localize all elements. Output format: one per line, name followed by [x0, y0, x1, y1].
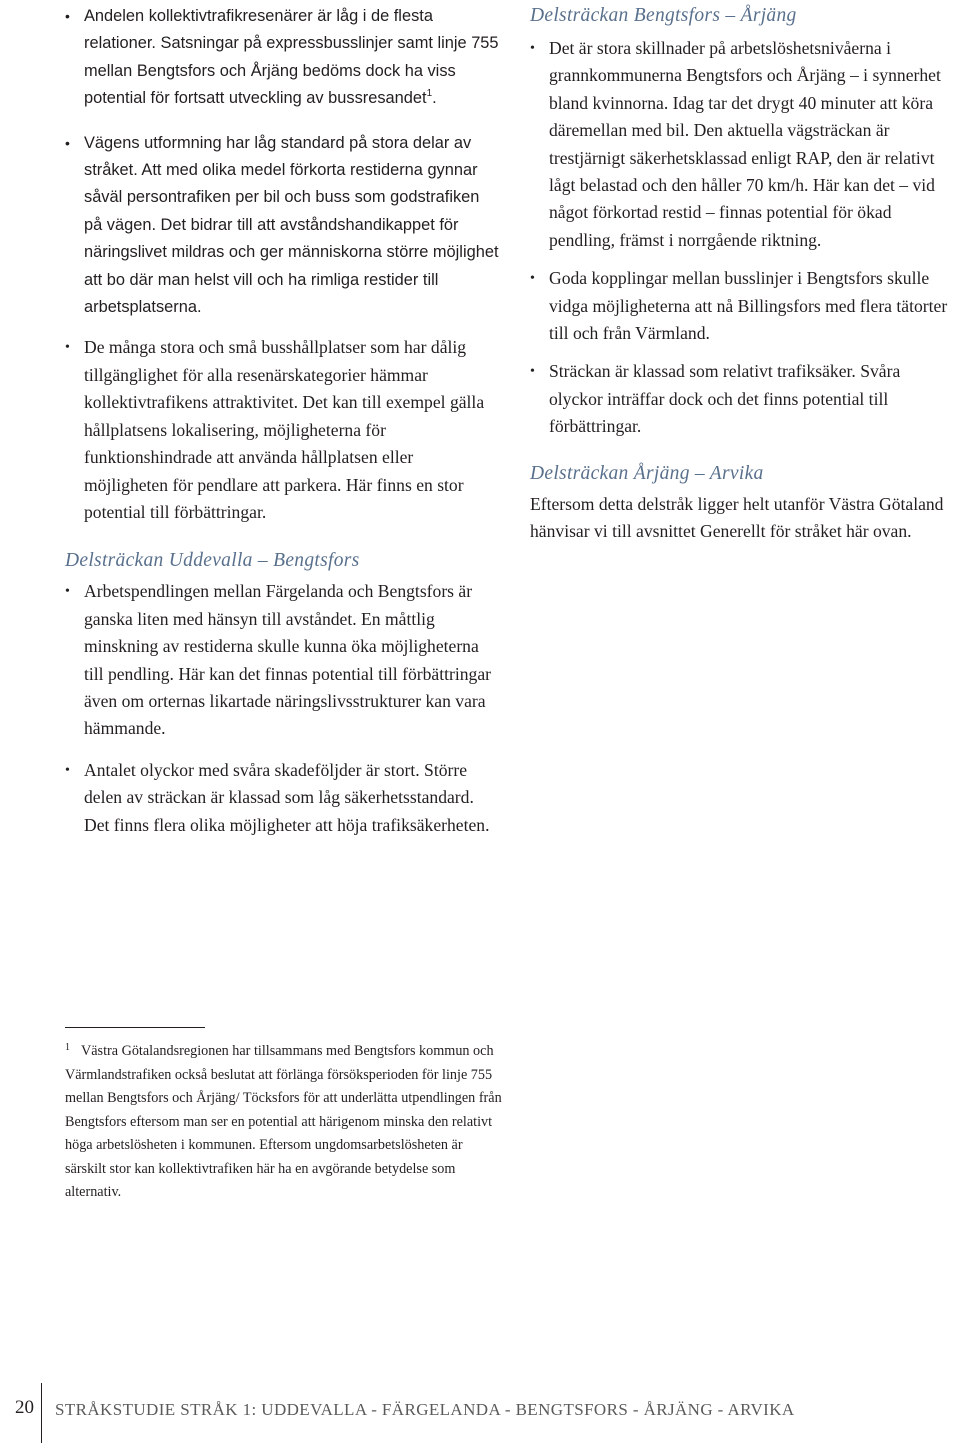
running-footer-title: STRÅKSTUDIE STRÅK 1: UDDEVALLA - FÄRGELANDA - BENGTSFORS - ÅRJÄNG - ARVIKA: [55, 1400, 795, 1419]
list-item: [65, 334, 500, 526]
list-item: [530, 265, 950, 347]
list-item-text: Antalet olyckor med svåra skadeföljder är stort. Större delen av sträckan är klassad som låg säkerhetsstandard. Det finns flera olika möjligheter att höja trafiksäkerheten.: [84, 759, 490, 835]
list-item: [65, 578, 500, 742]
bullet-icon: •: [65, 8, 70, 24]
footnote-text: Västra Götalandsregionen har tillsammans med Bengtsfors kommun och Värmlandstrafiken också beslutat att förlänga försöksperioden för linje 755 mellan Bengtsfors och Årjäng/ Töcksfors för att underlätta utpendlingen från Bengtsfors eftersom man ser en potential att härigenom minska den relativt höga arbetslösheten i kommunen. Eftersom ungdomsarbetslösheten är särskilt stor kan kollektivtrafiken här ha en avgörande betydelse som alternativ.: [65, 1043, 502, 1200]
list-item-text: Goda kopplingar mellan busslinjer i Bengtsfors skulle vidga möjligheterna att nå Billingsfors med flera tätorter till och från Värmland.: [549, 268, 948, 344]
footnote-ref[interactable]: 1: [426, 88, 433, 100]
list-item-text: Arbetspendlingen mellan Färgelanda och Bengtsfors är ganska liten med hänsyn till avståndet. En måttlig minskning av restiderna skulle kunna öka möjligheterna till pendling. Här kan det finnas potential till förbättringar även om orternas likartade näringslivsstrukturer kan vara hämmande.: [84, 581, 491, 739]
list-item: [65, 130, 500, 322]
uddevalla-bullet-list: [65, 578, 500, 839]
page-number: 20: [15, 1397, 34, 1418]
bullet-icon: •: [65, 762, 70, 778]
bullet-icon: •: [65, 584, 70, 600]
intro-bullet-list: [65, 3, 500, 321]
bullet-icon: •: [530, 271, 535, 287]
list-item: [530, 358, 950, 440]
list-item: [530, 35, 950, 254]
list-item-text: Sträckan är klassad som relativt trafiksäker. Svåra olyckor inträffar dock och det finns potential till förbättringar.: [549, 361, 901, 437]
list-item-text: Vägens utformning har låg standard på stora delar av stråket. Att med olika medel förkorta restiderna gynnar såväl persontrafiken per bil och buss som godstrafiken på vägen. Det bidrar till att avståndshandikappet för näringslivet mildras och ger människorna större möjlighet att bo där man helst vill och ha rimliga restider till arbetsplatserna.: [84, 133, 499, 317]
bullet-icon: •: [65, 134, 70, 151]
arjang-arvika-paragraph: Eftersom detta delstråk ligger helt utanför Västra Götaland hänvisar vi till avsnittet Generellt för stråket här ovan.: [530, 493, 944, 542]
intro-bullet-list-serif: [65, 334, 500, 526]
footnote-divider: [65, 1027, 205, 1028]
left-column: [65, 0, 500, 850]
right-column: [530, 0, 950, 546]
bengtsfors-bullet-list: [530, 35, 950, 441]
list-item-text: Andelen kollektivtrafikresenärer är låg i de flesta relationer. Satsningar på expressbusslinjer samt linje 755 mellan Bengtsfors och Årjäng bedöms dock ha viss potential för fortsatt utveckling av bussresandet: [84, 7, 499, 108]
footer-divider: [41, 1383, 42, 1443]
list-item-text: Det är stora skillnader på arbetslöshetsnivåerna i grannkommunerna Bengtsfors och Årjäng – i synnerhet bland kvinnorna. Idag tar det drygt 40 minuter att köra däremellan med bil. Den aktuella vägsträckan är trestjärnigt säkerhetsklassad enligt RAP, den är relativt lågt belastad och den håller 70 km/h. Här kan det – vid något förkortad restid – finnas potential för ökad pendling, främst i norrgående riktning.: [549, 38, 941, 250]
bullet-icon: •: [530, 364, 535, 380]
section-heading-bengtsfors-arjang: Delsträckan Bengtsfors – Årjäng: [530, 5, 797, 26]
section-heading-uddevalla-bengtsfors: Delsträckan Uddevalla – Bengtsfors: [65, 550, 360, 572]
section-heading-arjang-arvika: Delsträckan Årjäng – Arvika: [530, 462, 764, 484]
footnote: [65, 1040, 505, 1205]
footnote-number: 1: [65, 1042, 70, 1053]
bullet-icon: •: [65, 340, 70, 356]
list-item-text: De många stora och små busshållplatser som har dålig tillgänglighet för alla resenärskategorier hämmar kollektivtrafikens attraktivitet. Det kan till exempel gälla hållplatsens lokalisering, möjligheterna för funktionshindrade att använda hållplatsen eller möjligheten för pendlare att parkera. Här finns en stor potential till förbättringar.: [84, 337, 485, 522]
bullet-icon: •: [530, 41, 535, 56]
list-item: • Andelen kollektivtrafikresenärer är låg i de flesta relationer. Satsningar på expressbusslinjer samt linje 755 mellan Bengtsfors och Årjäng bedöms dock ha viss potential för fortsatt utveckling av bussresandet$^1$.: [65, 3, 500, 113]
list-item: [65, 757, 500, 839]
